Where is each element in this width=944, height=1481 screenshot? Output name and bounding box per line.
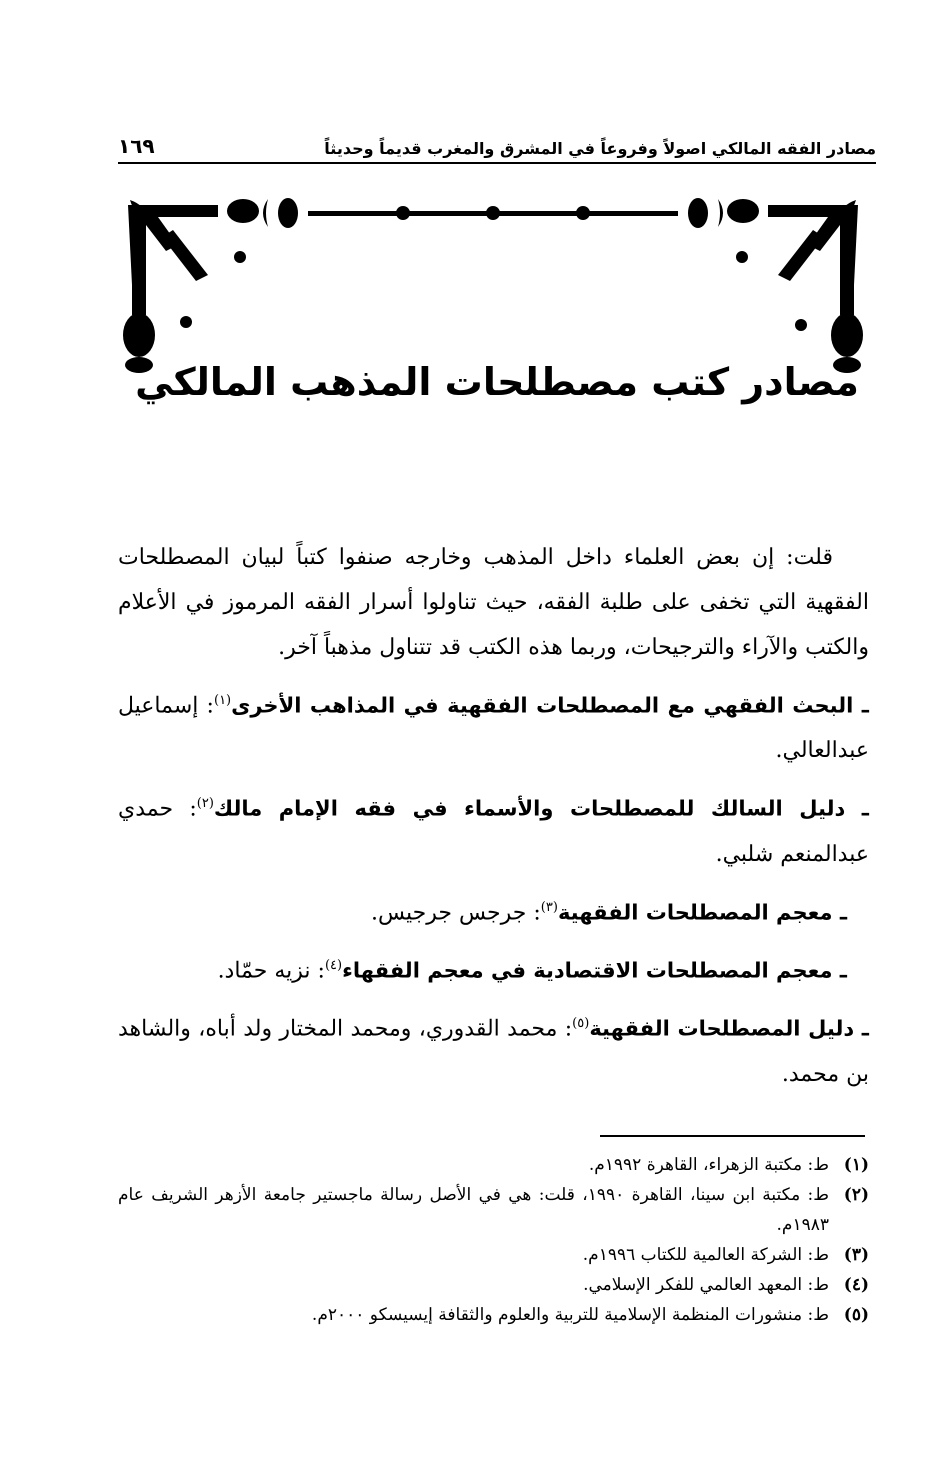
header-rule xyxy=(118,162,876,164)
list-item xyxy=(118,885,869,935)
list-item xyxy=(118,1001,869,1096)
list-item xyxy=(118,678,869,773)
footnote xyxy=(118,1300,869,1330)
page-number: ١٦٩ xyxy=(118,134,155,158)
footnote-number: (٢) xyxy=(843,1185,869,1205)
entry-title: ـ البحث الفقهي مع المصطلحات الفقهية في المذاهب الأخرى xyxy=(231,693,869,718)
entry-author: : إسماعيل عبدالعالي. xyxy=(118,693,869,764)
entry-title: ـ معجم المصطلحات الاقتصادية في معجم الفقهاء xyxy=(342,958,847,983)
footnote-number: (٤) xyxy=(843,1275,869,1295)
entry-title: ـ دليل المصطلحات الفقهية xyxy=(589,1016,869,1041)
entry-author: : حمدي عبدالمنعم شلبي. xyxy=(118,796,869,867)
footnote-ref[interactable]: (٤) xyxy=(324,957,343,973)
list-item xyxy=(118,943,869,993)
footnote-number: (٥) xyxy=(843,1305,869,1325)
footnote-number: (١) xyxy=(843,1155,869,1175)
footnote xyxy=(118,1270,869,1300)
footnote-ref[interactable]: (٢) xyxy=(196,796,214,812)
body-text xyxy=(118,535,869,1097)
entry-title: ـ معجم المصطلحات الفقهية xyxy=(557,899,847,924)
running-header xyxy=(118,124,876,158)
footnote-text: ط: مكتبة الزهراء، القاهرة ١٩٩٢م. xyxy=(588,1155,829,1175)
footnote-text: ط: المعهد العالمي للفكر الإسلامي. xyxy=(583,1275,829,1295)
entry-author: : نزيه حمّاد. xyxy=(217,958,325,984)
footnote xyxy=(118,1150,869,1180)
footnote-text: ط: الشركة العالمية للكتاب ١٩٩٦م. xyxy=(582,1245,829,1265)
footnote-ref[interactable]: (٣) xyxy=(540,899,558,915)
footnote xyxy=(118,1180,869,1240)
footnote-ref[interactable]: (١) xyxy=(213,693,232,708)
chapter-title: مصادر كتب مصطلحات المذهب المالكي xyxy=(135,360,859,404)
footnote-number: (٣) xyxy=(843,1245,869,1265)
footnote-text: ط: منشورات المنظمة الإسلامية للتربية والعلوم والثقافة إيسيسكو ٢٠٠٠م. xyxy=(311,1305,829,1325)
footnotes xyxy=(118,1150,869,1330)
ornamental-frame-icon xyxy=(118,185,868,385)
footnote-rule xyxy=(600,1135,865,1137)
intro-paragraph: قلت: إن بعض العلماء داخل المذهب وخارجه صنفوا كتباً لبيان المصطلحات الفقهية التي تخفى على طلبة الفقه، حيث تناولوا أسرار الفقه المرموز في الأعلام والكتب والآراء والترجيحات، وربما هذه الكتب قد تتناول مذهباً آخر. xyxy=(118,545,869,660)
footnote-text: ط: مكتبة ابن سينا، القاهرة ١٩٩٠، قلت: هي في الأصل رسالة ماجستير جامعة الأزهر الشريف عام ١٩٨٣م. xyxy=(118,1185,829,1235)
entry-author: : محمد القدوري، ومحمد المختار ولد أباه، والشاهد بن محمد. xyxy=(118,1016,869,1087)
entry-title: ـ دليل السالك للمصطلحات والأسماء في فقه الإمام مالك xyxy=(213,796,869,821)
entry-author: : جرجس جرجيس. xyxy=(370,899,541,925)
list-item xyxy=(118,781,869,876)
running-title: مصادر الفقه المالكي اصولاً وفروعاً في المشرق والمغرب قديماً وحديثاً xyxy=(324,139,876,158)
footnote-ref[interactable]: (٥) xyxy=(572,1016,590,1032)
footnote xyxy=(118,1240,869,1270)
